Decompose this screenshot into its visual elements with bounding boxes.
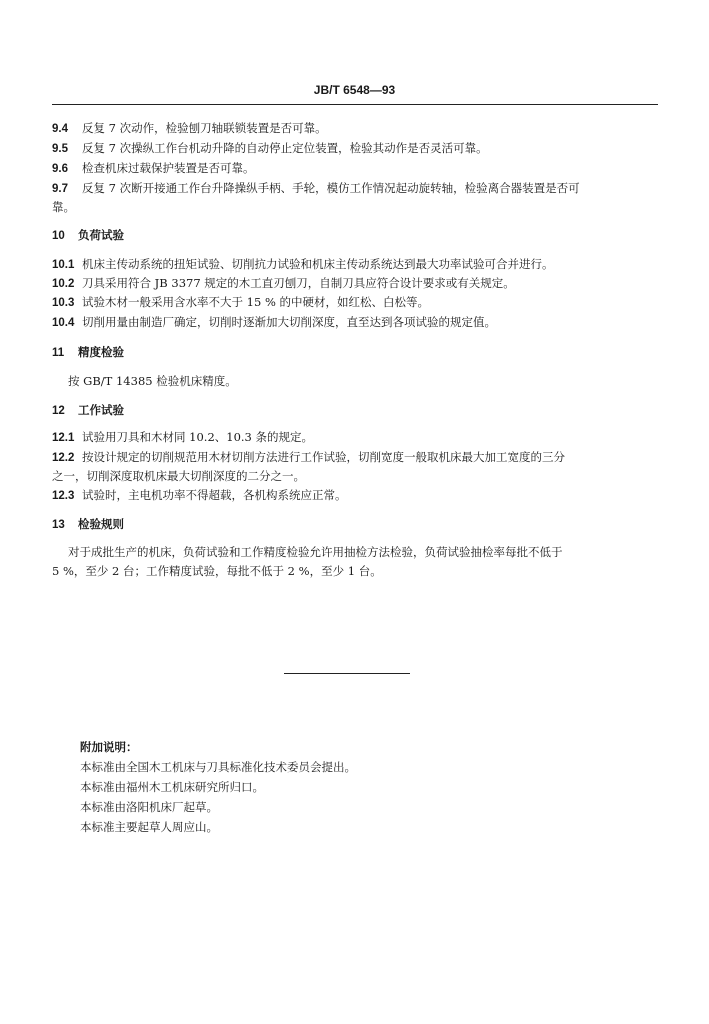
clause-12-2-continuation: 之一，切削深度取机床最大切削深度的二分之一。 [52, 469, 305, 483]
clause-9-7 [52, 181, 658, 196]
clause-number: 10.3 [52, 297, 75, 309]
clause-number: 12.2 [52, 452, 75, 464]
section-title: 工作试验 [78, 403, 124, 417]
clause-text: 试验木材一般采用含水率不大于 15 % 的中硬材，如红松、白松等。 [82, 295, 430, 309]
clause-text: 检查机床过载保护装置是否可靠。 [82, 161, 255, 175]
clause-text: 按设计规定的切削规范用木材切削方法进行工作试验，切削宽度一般取机床最大加工宽度的三分 [82, 450, 565, 464]
clause-text: 切削用量由制造厂确定，切削时逐渐加大切削深度，直至达到各项试验的规定值。 [82, 315, 496, 329]
clause-number: 12.3 [52, 490, 75, 502]
clause-9-5 [52, 141, 658, 156]
clause-number: 9.6 [52, 163, 68, 175]
clause-9-7-continuation: 靠。 [52, 200, 75, 214]
clause-number: 9.7 [52, 183, 68, 195]
section-title: 负荷试验 [78, 228, 124, 242]
section-10-heading [52, 228, 658, 243]
clause-text: 反复 7 次动作，检验刨刀轴联锁装置是否可靠。 [82, 121, 327, 135]
section-number: 11 [52, 347, 65, 359]
clause-10-1 [52, 257, 658, 272]
clause-text: 反复 7 次操纵工作台机动升降的自动停止定位装置，检验其动作是否灵活可靠。 [82, 141, 488, 155]
end-rule [284, 673, 410, 674]
appendix-title: 附加说明： [80, 740, 138, 754]
section-12-heading [52, 403, 658, 418]
section-number: 10 [52, 230, 65, 242]
section-11-body: 按 GB/T 14385 检验机床精度。 [68, 374, 237, 388]
clause-number: 12.1 [52, 432, 75, 444]
page-header: JB/T 6548—93 [313, 83, 396, 97]
clause-text: 试验用刀具和木材同 10.2、10.3 条的规定。 [82, 430, 314, 444]
appendix-line: 本标准由洛阳机床厂起草。 [80, 800, 218, 814]
clause-10-3 [52, 295, 658, 310]
section-number: 13 [52, 519, 65, 531]
appendix-line: 本标准由福州木工机床研究所归口。 [80, 780, 264, 794]
clause-9-6 [52, 161, 658, 176]
appendix-line: 本标准由全国木工机床与刀具标准化技术委员会提出。 [80, 760, 356, 774]
clause-10-2 [52, 276, 658, 291]
clause-10-4 [52, 315, 658, 330]
appendix-line: 本标准主要起草人周应山。 [80, 820, 218, 834]
clause-9-4 [52, 121, 658, 136]
section-title: 检验规则 [78, 517, 124, 531]
clause-text: 机床主传动系统的扭矩试验、切削抗力试验和机床主传动系统达到最大功率试验可合并进行。 [82, 257, 554, 271]
clause-12-1 [52, 430, 658, 445]
section-13-body-line-2: 5 %，至少 2 台；工作精度试验，每批不低于 2 %，至少 1 台。 [52, 564, 382, 578]
section-13-body-line-1: 对于成批生产的机床，负荷试验和工作精度检验允许用抽检方法检验，负荷试验抽检率每批不低于 [68, 545, 563, 559]
section-11-heading [52, 345, 658, 360]
clause-number: 9.5 [52, 143, 68, 155]
clause-number: 10.4 [52, 317, 75, 329]
clause-12-2 [52, 450, 658, 465]
section-title: 精度检验 [78, 345, 124, 359]
section-13-heading [52, 517, 658, 532]
clause-12-3 [52, 488, 658, 503]
clause-text: 试验时，主电机功率不得超载，各机构系统应正常。 [82, 488, 347, 502]
clause-text: 反复 7 次断开接通工作台升降操纵手柄、手轮，模仿工作情况起动旋转轴，检验离合器装置是否可 [82, 181, 580, 195]
clause-number: 9.4 [52, 123, 68, 135]
header-rule [52, 104, 658, 105]
clause-number: 10.2 [52, 278, 75, 290]
clause-number: 10.1 [52, 259, 75, 271]
section-number: 12 [52, 405, 65, 417]
clause-text: 刀具采用符合 JB 3377 规定的木工直刃刨刀，自制刀具应符合设计要求或有关规定。 [82, 276, 515, 290]
